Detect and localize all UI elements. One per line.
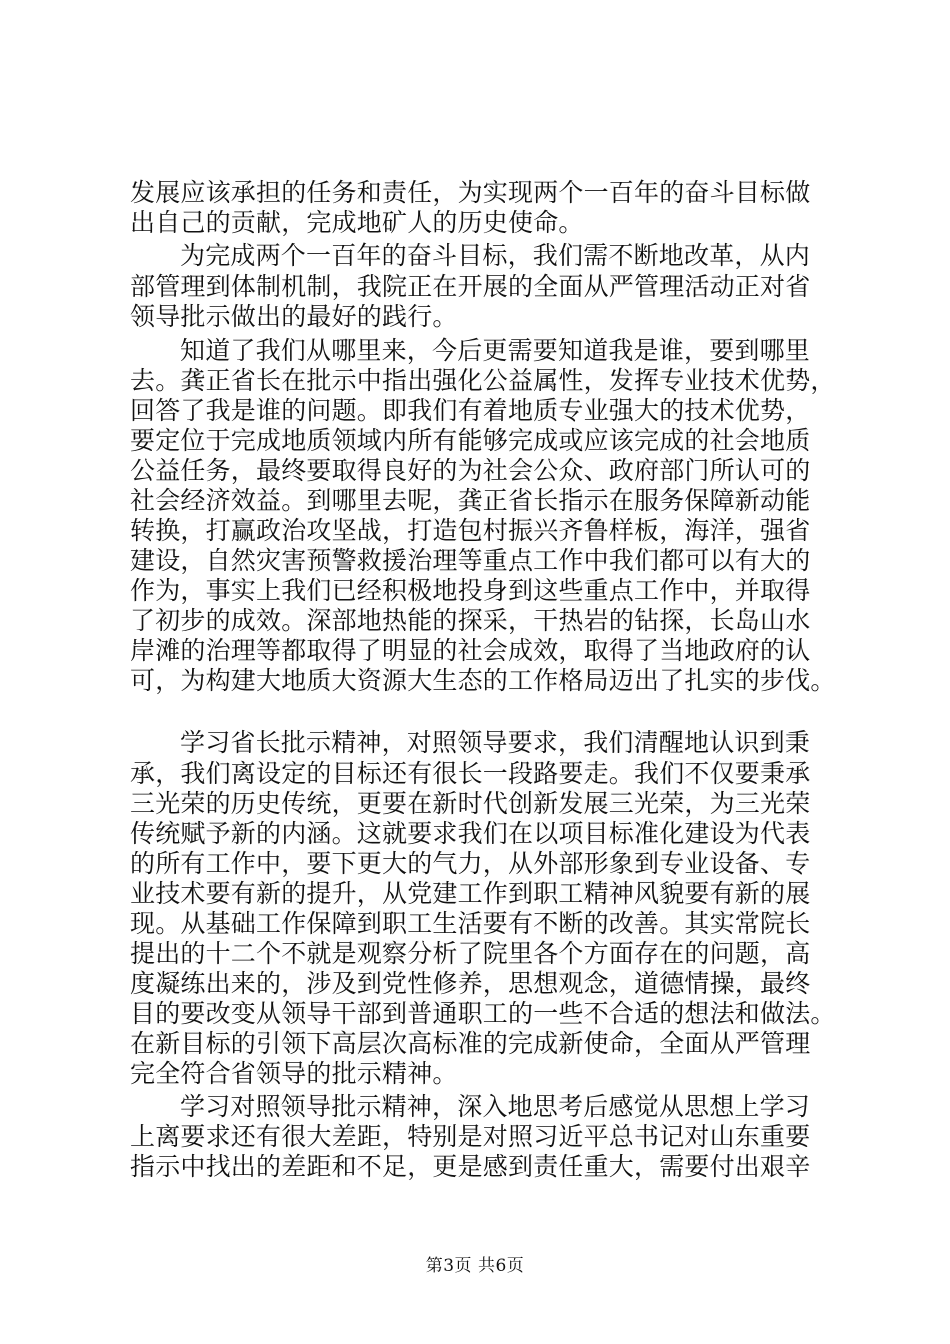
text-line: 承，我们离设定的目标还有很长一段路要走。我们不仅要秉承 bbox=[130, 759, 811, 788]
text-line: 三光荣的历史传统，更要在新时代创新发展三光荣，为三光荣 bbox=[130, 789, 811, 818]
text-line: 要定位于完成地质领域内所有能够完成或应该完成的社会地质 bbox=[130, 426, 811, 455]
text-line: 公益任务，最终要取得良好的为社会公众、政府部门所认可的 bbox=[130, 456, 811, 485]
text-line: 知道了我们从哪里来，今后更需要知道我是谁，要到哪里 bbox=[180, 336, 811, 365]
text-line: 完全符合省领导的批示精神。 bbox=[130, 1059, 458, 1088]
text-line: 回答了我是谁的问题。即我们有着地质专业强大的技术优势， bbox=[130, 396, 811, 425]
text-line: 建设，自然灾害预警救援治理等重点工作中我们都可以有大的 bbox=[130, 546, 811, 575]
text-line: 目的要改变从领导干部到普通职工的一些不合适的想法和做法。 bbox=[130, 999, 836, 1028]
text-line: 去。龚正省长在批示中指出强化公益属性，发挥专业技术优势， bbox=[130, 366, 836, 395]
text-line: 发展应该承担的任务和责任，为实现两个一百年的奋斗目标做 bbox=[130, 178, 811, 207]
text-line: 提出的十二个不就是观察分析了院里各个方面存在的问题，高 bbox=[130, 939, 811, 968]
text-line: 传统赋予新的内涵。这就要求我们在以项目标准化建设为代表 bbox=[130, 819, 811, 848]
text-line: 了初步的成效。深部地热能的探采，干热岩的钻探，长岛山水 bbox=[130, 606, 811, 635]
text-line: 度凝练出来的，涉及到党性修养，思想观念，道德情操，最终 bbox=[130, 969, 811, 998]
text-line: 领导批示做出的最好的践行。 bbox=[130, 302, 458, 331]
text-line: 可，为构建大地质大资源大生态的工作格局迈出了扎实的步伐。 bbox=[130, 666, 836, 695]
text-line: 指示中找出的差距和不足，更是感到责任重大，需要付出艰辛 bbox=[130, 1152, 811, 1181]
text-line: 社会经济效益。到哪里去呢，龚正省长指示在服务保障新动能 bbox=[130, 486, 811, 515]
text-line: 上离要求还有很大差距，特别是对照习近平总书记对山东重要 bbox=[130, 1122, 811, 1151]
text-line: 学习省长批示精神，对照领导要求，我们清醒地认识到秉 bbox=[180, 728, 811, 757]
text-line: 转换，打赢政治攻坚战，打造包村振兴齐鲁样板，海洋，强省 bbox=[130, 516, 811, 545]
text-line: 业技术要有新的提升，从党建工作到职工精神风貌要有新的展 bbox=[130, 879, 811, 908]
text-line: 出自己的贡献，完成地矿人的历史使命。 bbox=[130, 208, 584, 237]
text-line: 作为，事实上我们已经积极地投身到这些重点工作中，并取得 bbox=[130, 576, 811, 605]
text-line: 在新目标的引领下高层次高标准的完成新使命，全面从严管理 bbox=[130, 1029, 811, 1058]
text-line: 现。从基础工作保障到职工生活要有不断的改善。其实常院长 bbox=[130, 909, 811, 938]
page-number: 第3页 共6页 bbox=[425, 1256, 525, 1276]
text-line: 的所有工作中，要下更大的气力，从外部形象到专业设备、专 bbox=[130, 849, 811, 878]
text-line: 岸滩的治理等都取得了明显的社会成效，取得了当地政府的认 bbox=[130, 636, 811, 665]
text-line: 学习对照领导批示精神，深入地思考后感觉从思想上学习 bbox=[180, 1092, 811, 1121]
text-line: 部管理到体制机制，我院正在开展的全面从严管理活动正对省 bbox=[130, 272, 811, 301]
text-line: 为完成两个一百年的奋斗目标，我们需不断地改革，从内 bbox=[180, 241, 811, 270]
